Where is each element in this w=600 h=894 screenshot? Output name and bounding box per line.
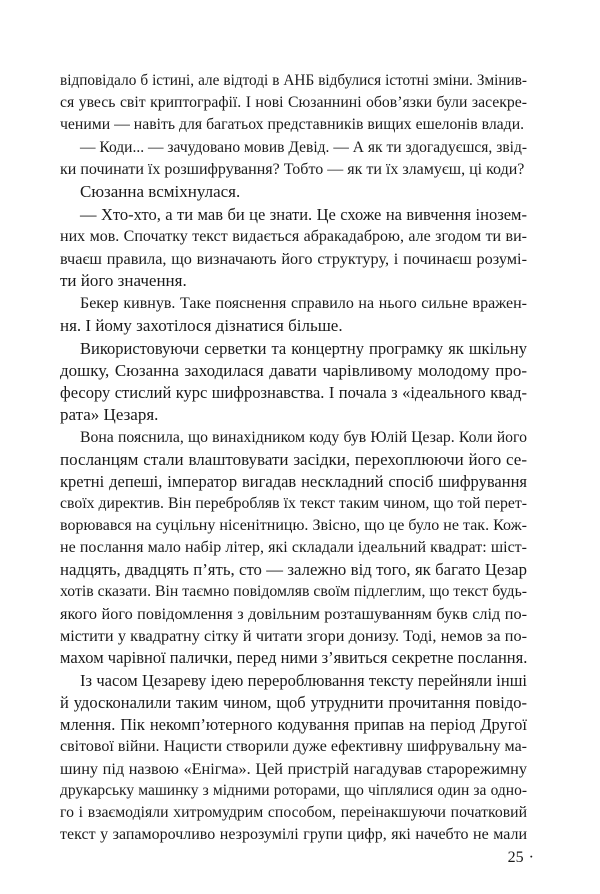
text-line: рата» Цезаря.	[60, 405, 159, 424]
text-line: ня. І йому захотілося дізнатися більше.	[60, 316, 343, 335]
page-number-value: 25	[507, 849, 524, 866]
text-line: махом чарівної палички, перед ними з’явиться секретне послання.	[60, 648, 528, 667]
text-line: них мов. Спочатку текст видається абракадаброю, але згодом ти ви-	[60, 228, 527, 245]
text-line: го і взаємодіяли хитромудрим способом, переінакшуючи початковий	[60, 804, 527, 821]
text-line: — Хто-хто, а ти мав би це знати. Це схоже на вивчення інозем-	[80, 205, 527, 224]
text-line: містити у квадратну сітку й читати згори донизу. Тоді, немов за по-	[60, 627, 527, 645]
text-line: відповідало б істині, але відтоді в АНБ відбулися істотні зміни. Змінив-	[60, 72, 527, 89]
text-line: дошку, Сюзанна заходилася давати чарівливому молодому про-	[60, 361, 527, 380]
text-line: своїх директив. Він перебробляв їх текст таким чином, що той перет-	[60, 495, 527, 512]
text-line: ворювався на суцільну нісенітницю. Звісно, що це було не так. Кож-	[60, 517, 527, 534]
text-line: ченими — навіть для багатьох представників вищих ешелонів влади.	[60, 116, 525, 133]
text-line: надцять, двадцять п’ять, сто — залежно від того, як багато Цезар	[60, 560, 527, 579]
text-line: шину під назвою «Енігма». Цей пристрій нагадував старорежимну	[60, 760, 527, 778]
text-line: — Коди... — зачудовано мовив Девід. — А як ти здогадуєшся, звід-	[80, 139, 527, 156]
text-line: не послання мало набір літер, які складали ідеальний квадрат: шіст-	[60, 539, 527, 556]
text-line: хотів сказати. Він таємно повідомляв своїм підлеглим, що текст будь-	[60, 583, 527, 600]
text-line: Використовуючи серветки та концертну програмку як шкільну	[80, 339, 527, 358]
text-line: Бекер кивнув. Таке пояснення справило на нього сильне вражен-	[80, 295, 527, 312]
text-line: фесору стислий курс шифрознавства. І почала з «ідеального квад-	[60, 383, 527, 402]
text-line: друкарську машинку з мідними роторами, що чіплялися один за одно-	[60, 782, 527, 799]
text-line: Сюзанна всміхнулася.	[80, 182, 241, 201]
text-line: ки починати їх розшифрування? Тобто — як ти їх зламуєш, ці коди?	[60, 161, 525, 178]
folio-mark: ·	[528, 849, 534, 866]
text-line: Вона пояснила, що винахідником коду був Юлій Цезар. Коли його	[80, 429, 527, 446]
text-line: світової війни. Нацисти створили дуже ефективну шифрувальну ма-	[60, 738, 527, 755]
text-line: ти його значення.	[60, 271, 187, 290]
text-line: кретні депеші, імператор вигадав нескладний спосіб шифрування	[60, 472, 527, 491]
text-line: посланцям стали влаштовувати засідки, перехоплюючи його се-	[60, 450, 527, 469]
text-line: ся увесь світ криптографії. І нові Сюзаннині обов’язки були засекре-	[60, 94, 527, 111]
text-line: Із часом Цезареву ідею перероблювання тексту перейняли інші	[80, 671, 527, 690]
page-number	[508, 848, 534, 868]
text-line: вчаєш правила, що визначають його структуру, і починаєш розумі-	[60, 250, 527, 268]
text-line: якого його повідомлення з довільним розташуванням букв слід по-	[60, 605, 527, 623]
text-line: текст у запаморочливо незрозумілі групи цифр, які начебто не мали	[60, 826, 527, 843]
text-line: й удосконалили таким чином, щоб утруднити прочитання повідо-	[60, 693, 527, 712]
text-line: млення. Пік некомп’ютерного кодування припав на період Другої	[60, 715, 527, 734]
